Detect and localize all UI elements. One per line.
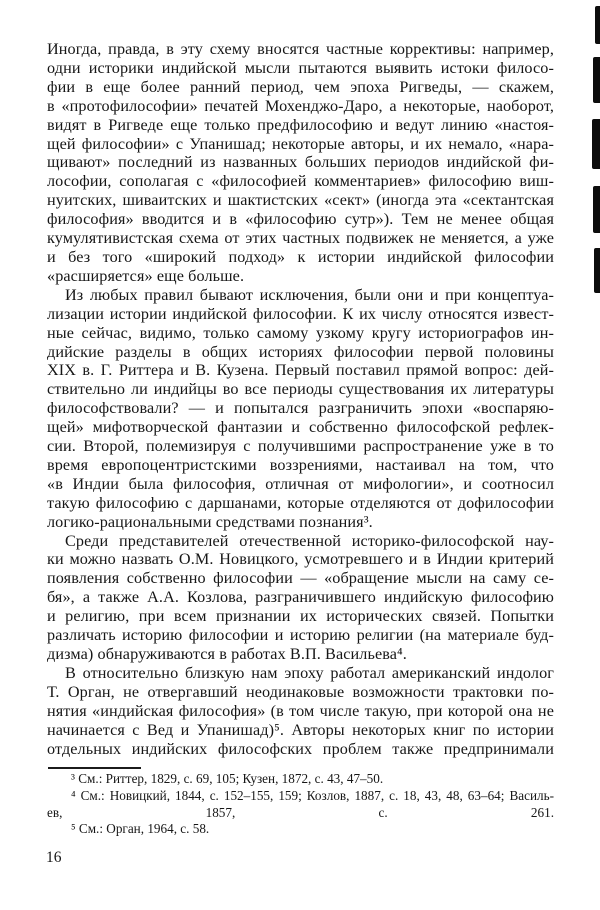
text-line: философия» вводится и в «философию сутр»). Тем не менее общая xyxy=(47,210,554,229)
text-line: щивают» последний из названных больших периодов индийской фи- xyxy=(47,153,554,172)
footnote xyxy=(47,788,554,822)
text-line: дизма) обнаруживаются в работах В.П. Васильева⁴. xyxy=(47,645,407,663)
text-line: ствительно ли индийцы во все периоды существования их литературы xyxy=(47,380,554,399)
text-line: дийские разделы в общих историях философии первой половины xyxy=(47,342,554,361)
text-line: кумулятивистская схема от этих частных подвижек не меняется, а уже xyxy=(47,229,554,248)
paragraph xyxy=(47,532,554,664)
text-line: Т. Орган, не отвергавший неодинаковые возможности трактовки по- xyxy=(47,682,554,701)
text-line: «расширяется» еще больше. xyxy=(47,266,245,285)
text-line: такую философию с даршанами, которые отделяются от дофилософии xyxy=(47,493,554,512)
footnote xyxy=(47,771,554,788)
text-line: нуитских, шиваитских и шактистских «сект» (иногда эта «сектантская xyxy=(47,191,554,210)
text-line: щей» мифотворческой фантазии и собственно философской рефлек- xyxy=(47,418,554,437)
text-line: сии. Второй, полемизируя с получившими распространение уже в то xyxy=(47,437,554,456)
text-line: щей философии» с Упанишад; некоторые авторы, и их немало, «нара- xyxy=(47,134,554,153)
text-line: ев, 1857, с. 261. xyxy=(47,804,554,820)
paragraph xyxy=(47,664,554,759)
paragraph xyxy=(47,40,554,286)
page-number: 16 xyxy=(46,849,62,866)
text-line: ки можно назвать О.М. Новицкого, усмотревшего и в Индии критерий xyxy=(47,550,554,569)
scan-edge-artifact xyxy=(593,57,600,103)
text-line: XIX в. Г. Риттера и В. Кузена. Первый поставил прямой вопрос: дей- xyxy=(47,361,554,380)
text-line: ⁵ См.: Орган, 1964, с. 58. xyxy=(71,821,210,837)
scan-edge-artifact xyxy=(595,6,600,44)
text-line: одни историки индийской мысли пытаются выявить истоки филосо- xyxy=(47,58,554,77)
text-line: «в Индии была философия, отличная от мифологии», и соотносил xyxy=(47,474,554,493)
scan-edge-artifact xyxy=(592,119,600,169)
text-line: Иногда, правда, в эту схему вносятся частные коррективы: например, xyxy=(47,40,554,58)
text-line: ³ См.: Риттер, 1829, с. 69, 105; Кузен, 1872, с. 43, 47–50. xyxy=(71,771,384,786)
text-line: лософии, сополагая с «философией комментариев» философию виш- xyxy=(47,172,554,191)
text-line: появления собственно философии — «обращение мысли на саму се- xyxy=(47,569,554,588)
text-line: Из любых правил бывают исключения, были они и при концептуа- xyxy=(65,285,554,304)
footnotes xyxy=(47,771,554,838)
footnote-separator xyxy=(48,767,141,769)
text-line: ные сейчас, видимо, только самому узкому кругу историографов ин- xyxy=(47,323,554,342)
text-line: время европоцентристскими воззрениями, настаивал на том, что xyxy=(47,455,554,474)
text-line: отдельных индийских философских проблем также предпринимали xyxy=(47,739,554,758)
text-line: ⁴ См.: Новицкий, 1844, с. 152–155, 159; Козлов, 1887, с. 18, 43, 48, 63–64; Василь- xyxy=(71,787,554,803)
text-line: фии в еще более ранний период, чем эпоха Ригведы, — скажем, xyxy=(47,77,554,96)
text-line: Среди представителей отечественной историко-философской нау- xyxy=(65,531,554,550)
text-line: бя», а также А.А. Козлова, разграничившего индийскую философию xyxy=(47,588,554,607)
text-line: различать историю философии и историю религии (на материале буд- xyxy=(47,626,554,645)
text-line: логико-рациональными средствами познания³. xyxy=(47,512,373,531)
text-line: и религию, при всем признании их исторических связей. Попытки xyxy=(47,607,554,626)
page-body xyxy=(47,40,554,758)
text-line: В относительно близкую нам эпоху работал американский индолог xyxy=(65,663,554,682)
paragraph xyxy=(47,286,554,532)
text-line: философствовали? — и попытался разграничить эпохи «воспаряю- xyxy=(47,399,554,418)
text-line: и без того «широкий подход» к истории индийской философии xyxy=(47,247,554,266)
text-line: лизации истории индийской философии. К их числу относятся извест- xyxy=(47,304,554,323)
scan-edge-artifact xyxy=(594,248,600,293)
text-line: нятия «индийская философия» (в том числе такую, при которой она не xyxy=(47,701,554,720)
footnote xyxy=(47,821,554,838)
text-line: видят в Ригведе еще только предфилософию и ведут линию «настоя- xyxy=(47,115,554,134)
scan-edge-artifact xyxy=(593,186,600,233)
text-line: в «протофилософии» печатей Мохенджо-Даро, а некоторые, наоборот, xyxy=(47,96,554,115)
text-line: начинается с Вед и Упанишад)⁵. Авторы некоторых книг по истории xyxy=(47,720,554,739)
